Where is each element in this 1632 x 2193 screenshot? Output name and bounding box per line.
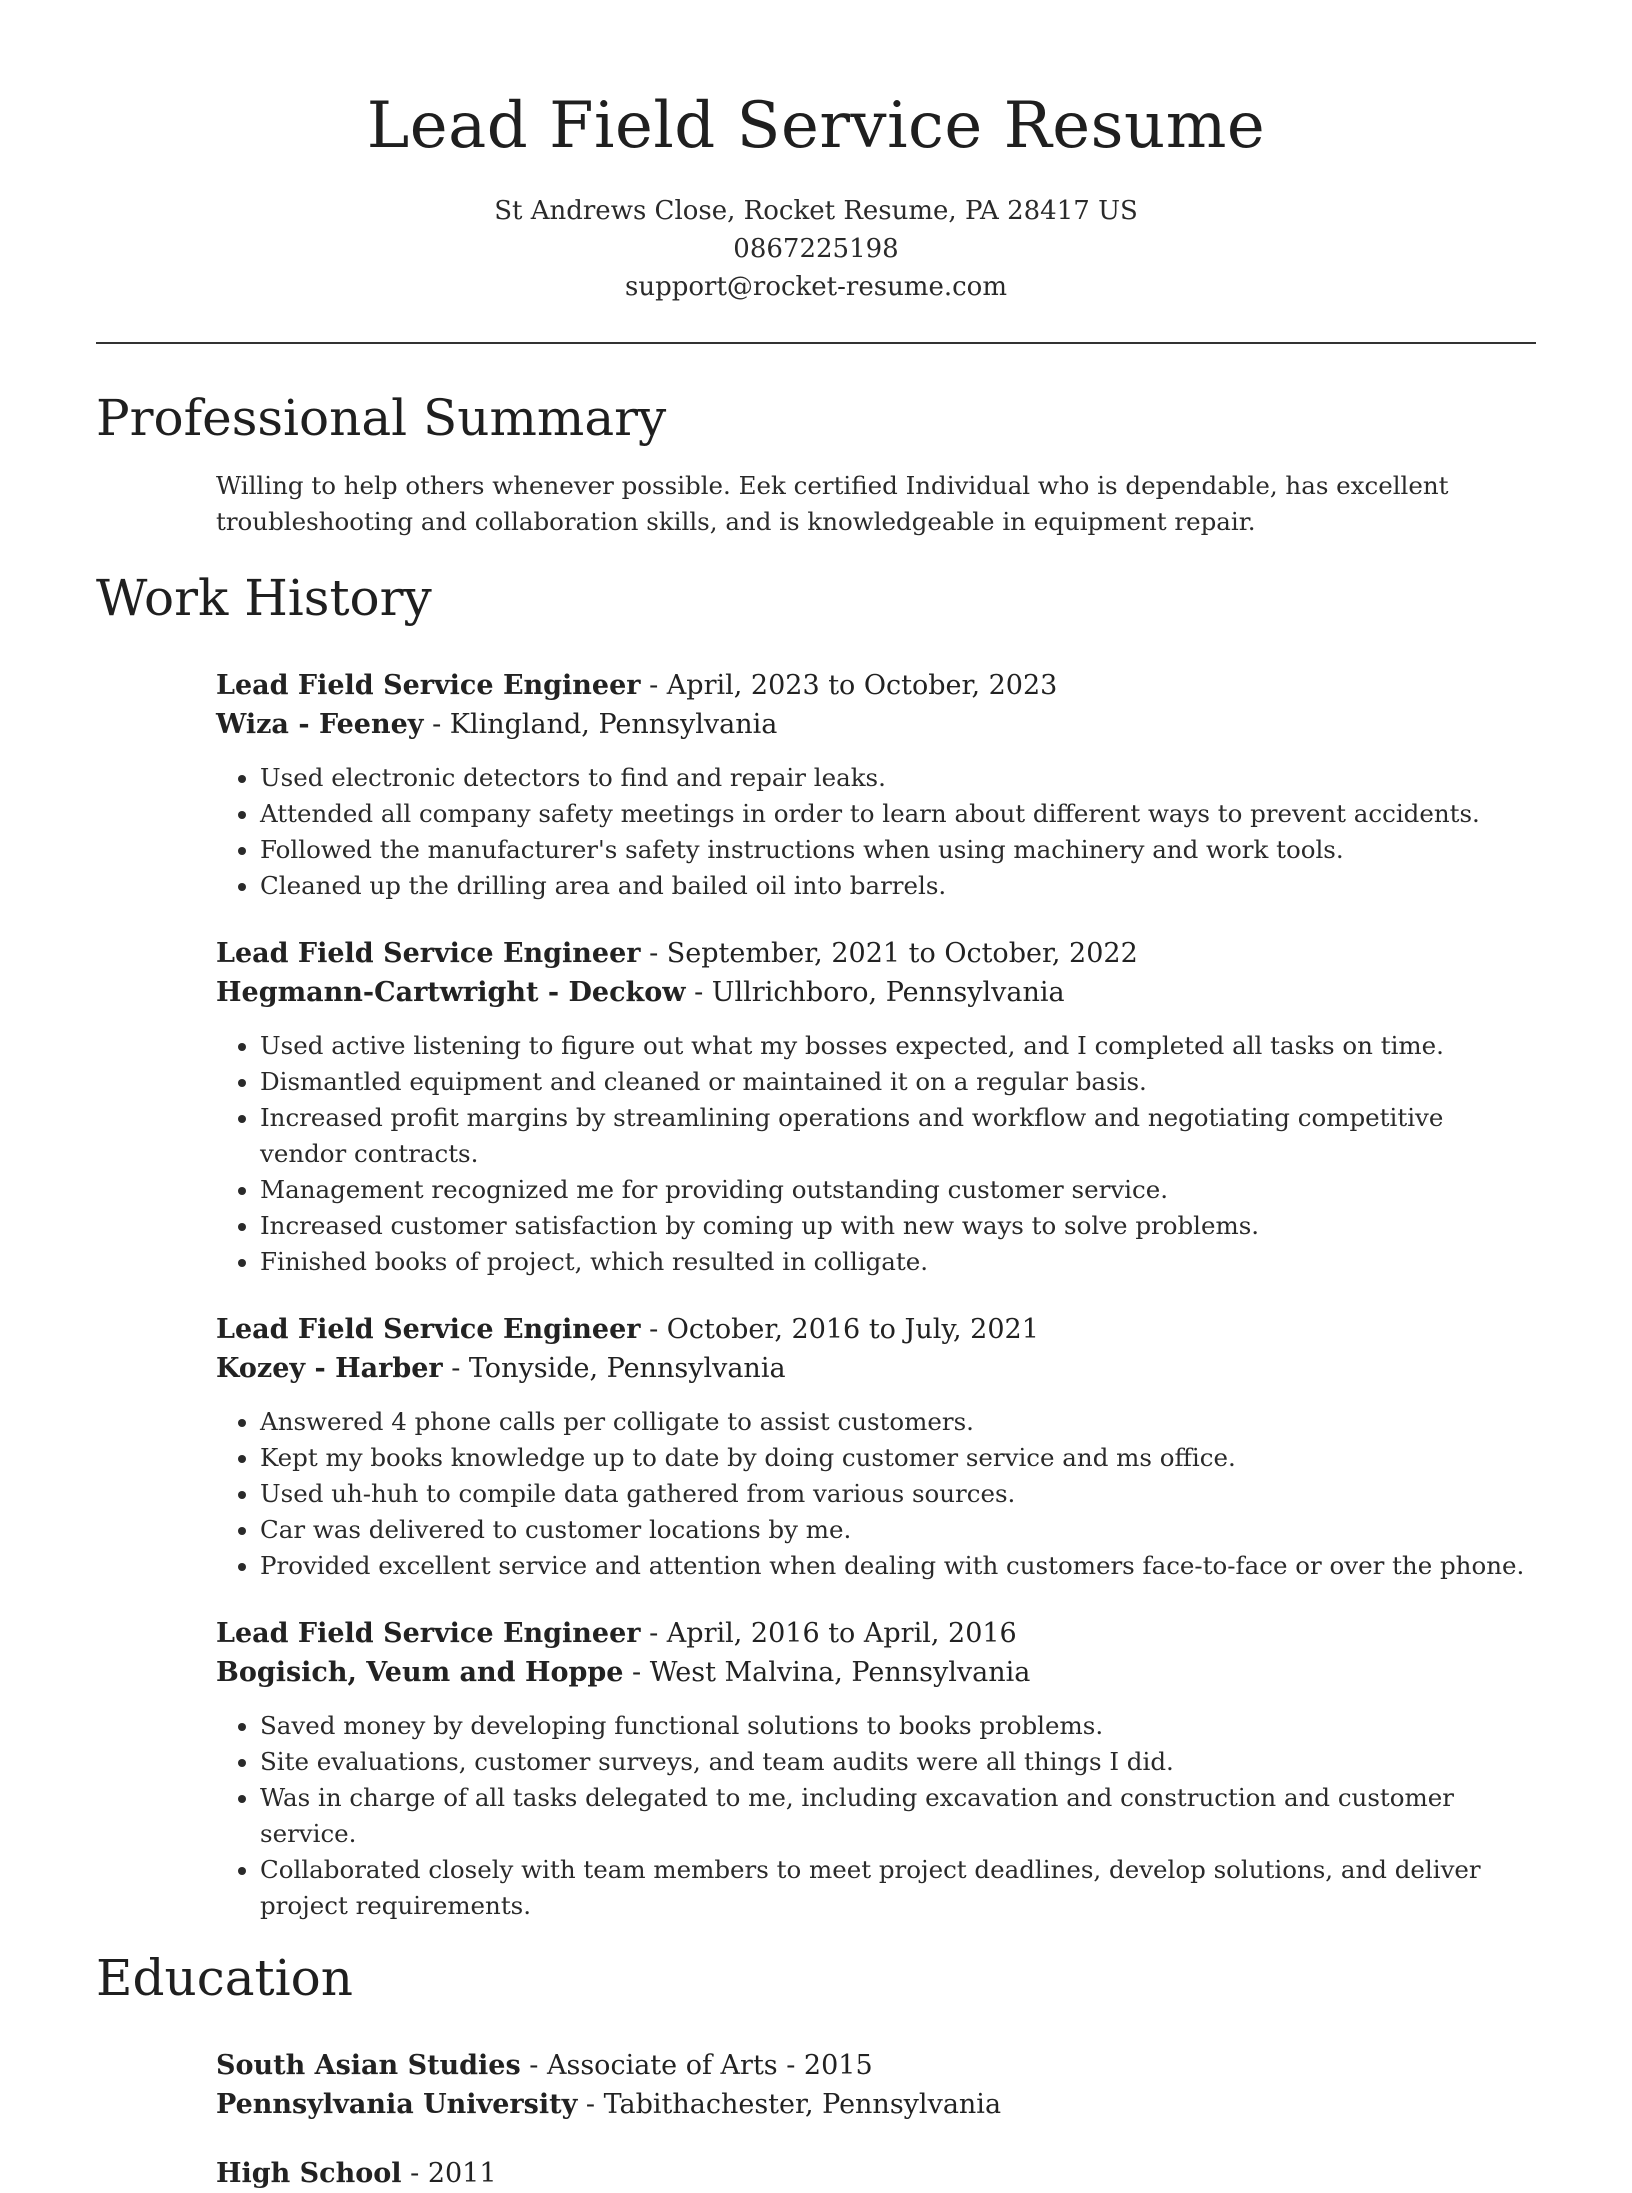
job-bullet: • Saved money by developing functional solutions to books problems. (260, 1708, 1526, 1744)
job-location: - Klingland, Pennsylvania (423, 709, 778, 740)
education-list (96, 2046, 1536, 2193)
education-entry (216, 2046, 1526, 2124)
job-role: Lead Field Service Engineer (216, 1618, 641, 1649)
header-divider (96, 342, 1536, 344)
job-location: - Ullrichboro, Pennsylvania (685, 977, 1065, 1008)
job-entry (216, 1614, 1526, 1924)
job-dates: - April, 2016 to April, 2016 (640, 1618, 1017, 1649)
resume-page (96, 0, 1536, 2193)
job-bullet: • Answered 4 phone calls per colligate to assist customers. (260, 1404, 1526, 1440)
job-entry (216, 666, 1526, 904)
education-field: High School (216, 2158, 402, 2189)
job-bullet: • Collaborated closely with team members to meet project deadlines, develop solutions, and deliver project requirements. (260, 1852, 1526, 1924)
job-entry (216, 1310, 1526, 1584)
job-company-line (216, 973, 1526, 1012)
job-bullets (216, 1028, 1526, 1280)
job-title-line (216, 934, 1526, 973)
job-dates: - October, 2016 to July, 2021 (640, 1314, 1039, 1345)
work-history-section (96, 566, 1536, 1924)
job-role: Lead Field Service Engineer (216, 938, 641, 969)
job-company-line (216, 705, 1526, 744)
resume-header (96, 0, 1536, 306)
job-title-line (216, 1614, 1526, 1653)
education-school-line (216, 2085, 1526, 2124)
job-company-line (216, 1653, 1526, 1692)
education-field: South Asian Studies (216, 2050, 521, 2081)
job-company: Wiza - Feeney (216, 709, 424, 740)
job-location: - West Malvina, Pennsylvania (623, 1657, 1031, 1688)
job-bullet: • Was in charge of all tasks delegated to me, including excavation and construction and customer service. (260, 1780, 1526, 1852)
education-school: Pennsylvania University (216, 2089, 578, 2120)
resume-title: Lead Field Service Resume (366, 89, 1266, 163)
job-bullet: • Cleaned up the drilling area and bailed oil into barrels. (260, 868, 1526, 904)
job-entry (216, 934, 1526, 1280)
job-bullet: • Management recognized me for providing outstanding customer service. (260, 1172, 1526, 1208)
job-bullet: • Site evaluations, customer surveys, and team audits were all things I did. (260, 1744, 1526, 1780)
phone: 0867225198 (733, 234, 899, 264)
job-dates: - September, 2021 to October, 2022 (640, 938, 1138, 969)
job-bullet: • Dismantled equipment and cleaned or maintained it on a regular basis. (260, 1064, 1526, 1100)
job-title-line (216, 666, 1526, 705)
job-title-line (216, 1310, 1526, 1349)
education-degree-line (216, 2046, 1526, 2085)
job-bullets (216, 760, 1526, 904)
job-role: Lead Field Service Engineer (216, 670, 641, 701)
job-bullet: • Used active listening to figure out what my bosses expected, and I completed all tasks on time. (260, 1028, 1526, 1064)
summary-text: Willing to help others whenever possible. Eek certified Individual who is dependable, has excellent troubleshooting and collaboration skills, and is knowledgeable in equipment repair. (216, 471, 1449, 536)
address: St Andrews Close, Rocket Resume, PA 28417 US (494, 196, 1138, 226)
job-location: - Tonyside, Pennsylvania (442, 1353, 786, 1384)
job-dates: - April, 2023 to October, 2023 (640, 670, 1058, 701)
job-bullet: • Attended all company safety meetings in order to learn about different ways to prevent accidents. (260, 796, 1526, 832)
education-degree-line (216, 2154, 1526, 2193)
contact-block (96, 192, 1536, 306)
professional-summary-section (96, 386, 1536, 540)
job-list (96, 666, 1536, 1924)
education-degree-year: - Associate of Arts - 2015 (520, 2050, 873, 2081)
job-company-line (216, 1349, 1526, 1388)
job-bullet: • Increased customer satisfaction by coming up with new ways to solve problems. (260, 1208, 1526, 1244)
job-company: Hegmann-Cartwright - Deckow (216, 977, 686, 1008)
job-bullet: • Kept my books knowledge up to date by doing customer service and ms office. (260, 1440, 1526, 1476)
education-entry (216, 2154, 1526, 2193)
section-title-work: Work History (96, 569, 432, 627)
section-title-summary: Professional Summary (96, 389, 667, 447)
email: support@rocket-resume.com (624, 272, 1007, 302)
job-bullet: • Provided excellent service and attention when dealing with customers face-to-face or over the phone. (260, 1548, 1526, 1584)
job-bullet: • Car was delivered to customer locations by me. (260, 1512, 1526, 1548)
job-company: Kozey - Harber (216, 1353, 443, 1384)
section-title-education: Education (96, 1949, 353, 2007)
job-bullets (216, 1708, 1526, 1924)
job-bullet: • Used electronic detectors to find and repair leaks. (260, 760, 1526, 796)
job-bullet: • Used uh-huh to compile data gathered from various sources. (260, 1476, 1526, 1512)
job-bullet: • Increased profit margins by streamlining operations and workflow and negotiating competitive vendor contracts. (260, 1100, 1526, 1172)
education-location: - Tabithachester, Pennsylvania (577, 2089, 1002, 2120)
education-section (96, 1946, 1536, 2193)
job-bullets (216, 1404, 1526, 1584)
education-degree-year: - 2011 (401, 2158, 497, 2189)
job-company: Bogisich, Veum and Hoppe (216, 1657, 624, 1688)
job-bullet: • Finished books of project, which resulted in colligate. (260, 1244, 1526, 1280)
job-bullet: • Followed the manufacturer's safety instructions when using machinery and work tools. (260, 832, 1526, 868)
job-role: Lead Field Service Engineer (216, 1314, 641, 1345)
